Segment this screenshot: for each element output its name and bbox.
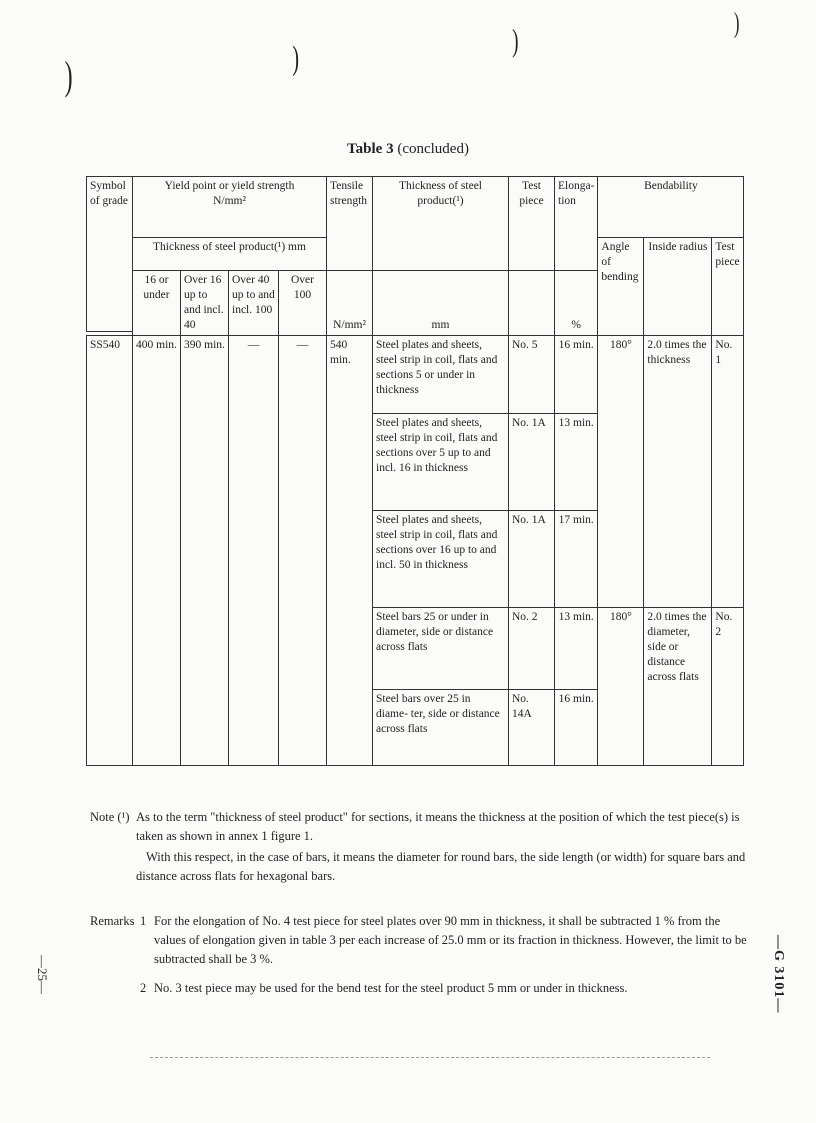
product-desc: Steel plates and sheets, steel strip in coil, flats and sections over 5 up to and incl. 16 in thickness	[373, 414, 509, 511]
note-block	[90, 808, 750, 886]
product-elongation: 17 min.	[555, 511, 598, 608]
yield-16: 400 min.	[133, 336, 181, 766]
grade-cell: SS540	[87, 336, 133, 766]
document-code: —G 3101—	[771, 935, 786, 1014]
scan-mark: )	[292, 40, 300, 77]
tensile-cell: 540 min.	[327, 336, 373, 766]
remarks-label: Remarks	[90, 914, 135, 928]
header-16-or-under: 16 or under	[133, 271, 181, 336]
scan-mark: )	[64, 53, 73, 98]
product-elongation: 16 min.	[555, 336, 598, 414]
page-number: —25—	[35, 955, 50, 994]
remark-text-2: No. 3 test piece may be used for the bend test for the steel product 5 mm or under in thickness.	[154, 981, 628, 995]
remark-number: 2	[140, 981, 147, 995]
header-tensile-unit: N/mm²	[327, 271, 373, 336]
note-text-1: As to the term "thickness of steel product" for sections, it means the thickness at the position of which the test piece(s) is taken as shown in annex 1 figure 1.	[136, 810, 740, 843]
header-elongation: Elonga- tion	[555, 177, 598, 271]
header-angle: Angle of bending	[598, 238, 644, 336]
header-tensile: Tensile strength	[327, 177, 373, 271]
remarks-block	[90, 912, 750, 998]
product-piece: No. 1A	[509, 511, 555, 608]
divider	[150, 1057, 710, 1058]
product-elongation: 13 min.	[555, 608, 598, 690]
yield-40: 390 min.	[181, 336, 229, 766]
header-symbol: Symbol of grade	[87, 177, 133, 332]
yield-over100: —	[279, 336, 327, 766]
header-product-thickness: Thickness of steel product(¹)	[373, 177, 509, 271]
product-desc: Steel bars over 25 in diame- ter, side or distance across flats	[373, 690, 509, 766]
product-elongation: 13 min.	[555, 414, 598, 511]
note-label: Note (¹)	[90, 810, 130, 824]
bend-radius-2: 2.0 times the diameter, side or distance across flats	[644, 608, 712, 766]
product-desc: Steel bars 25 or under in diameter, side or distance across flats	[373, 608, 509, 690]
bend-piece-1: No. 1	[712, 336, 744, 608]
product-piece: No. 2	[509, 608, 555, 690]
header-yield: Yield point or yield strength N/mm²	[133, 177, 327, 238]
bend-angle-1: 180°	[598, 336, 644, 608]
header-test-piece-blank	[509, 271, 555, 336]
table-title: Table 3 (concluded)	[347, 141, 469, 157]
remark-number: 1	[140, 914, 147, 928]
yield-100: —	[229, 336, 279, 766]
header-product-unit: mm	[373, 271, 509, 336]
product-desc: Steel plates and sheets, steel strip in coil, flats and sections over 16 up to and incl. 50 in thickness	[373, 511, 509, 608]
bend-piece-2: No. 2	[712, 608, 744, 766]
header-test-piece: Test piece	[509, 177, 555, 271]
header-over16: Over 16 up to and incl. 40	[181, 271, 229, 336]
steel-properties-table	[86, 176, 744, 766]
header-inside-radius: Inside radius	[644, 238, 712, 336]
scan-mark: )	[512, 22, 519, 58]
product-piece: No. 14A	[509, 690, 555, 766]
scan-mark: )	[733, 8, 740, 39]
header-bend-test-piece: Test piece	[712, 238, 744, 336]
header-elongation-unit: %	[555, 271, 598, 336]
bend-radius-1: 2.0 times the thickness	[644, 336, 712, 608]
product-desc: Steel plates and sheets, steel strip in coil, flats and sections 5 or under in thickness	[373, 336, 509, 414]
header-over100: Over 100	[279, 271, 327, 336]
remark-text-1: For the elongation of No. 4 test piece for steel plates over 90 mm in thickness, it shall be subtracted 1 % from the values of elongation given in table 3 per each increase of 25.0 mm or its fraction in thickness. However, the limit to be subtracted shall be 3 %.	[154, 914, 747, 966]
header-over40: Over 40 up to and incl. 100	[229, 271, 279, 336]
bend-angle-2: 180°	[598, 608, 644, 766]
note-text-2: With this respect, in the case of bars, it means the diameter for round bars, the side length (or width) for square bars and distance across flats for hexagonal bars.	[136, 850, 746, 883]
header-thickness-steel: Thickness of steel product(¹) mm	[133, 238, 327, 271]
product-elongation: 16 min.	[555, 690, 598, 766]
header-bendability: Bendability	[598, 177, 744, 238]
product-piece: No. 5	[509, 336, 555, 414]
product-piece: No. 1A	[509, 414, 555, 511]
